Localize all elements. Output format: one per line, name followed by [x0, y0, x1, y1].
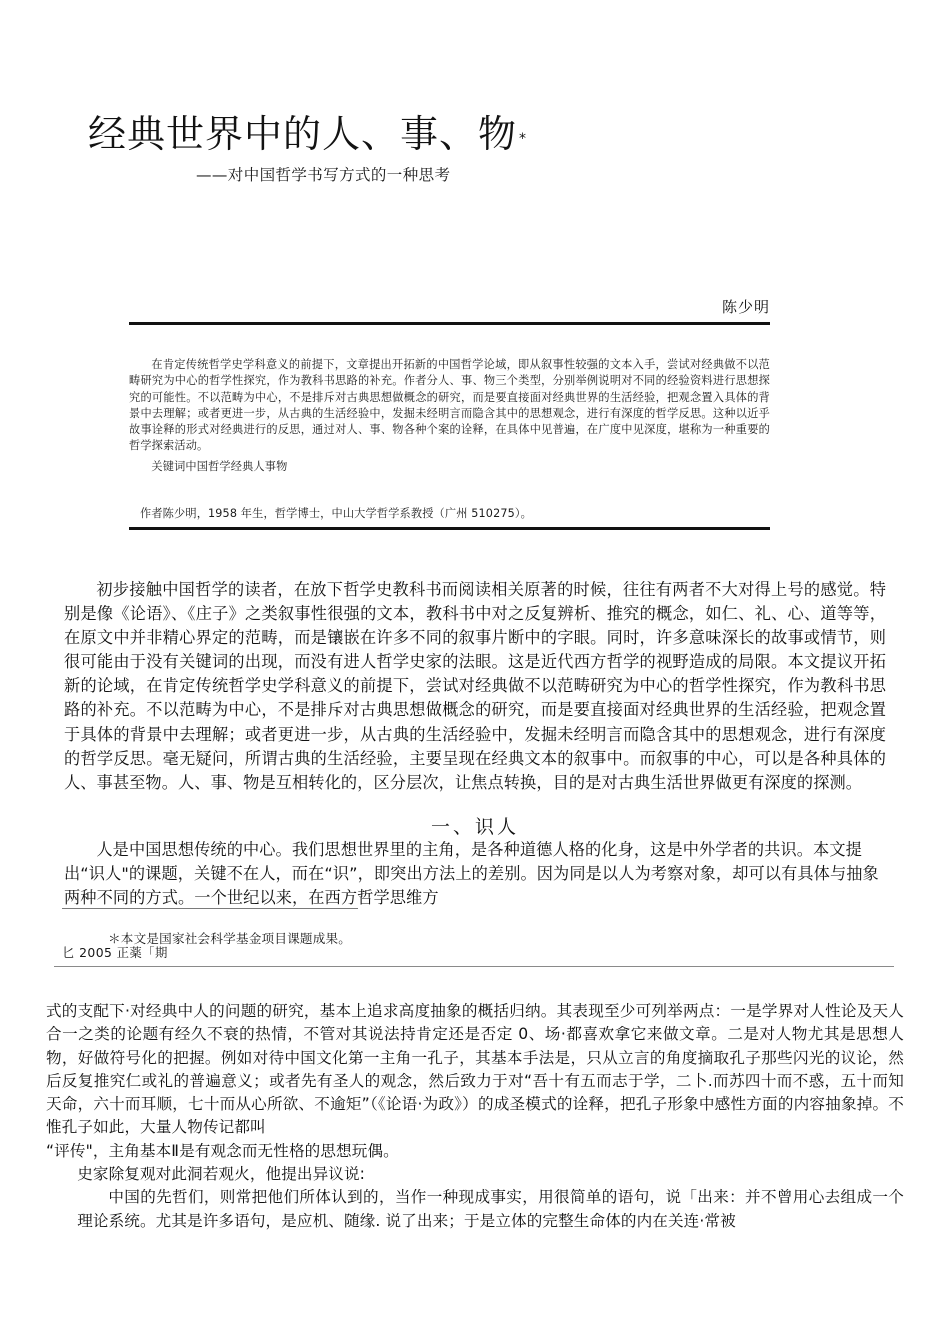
abstract-top-rule: [129, 322, 770, 325]
continued-paragraph-1: 式的支配下·对经典中人的问题的研究，基本上追求高度抽象的概括归纳。其表现至少可列举两点：一是学界对人性论及天人合一之类的论题有经久不衰的热情，不管对其说法持肯定还是否定 0、场·都喜欢拿它来做文章。二是对人物尤其是思想人物，好做符号化的把握。例如对待中国文化第一主角一孔子，其基本手法是，只从立言的角度摘取孔子那些闪光的议论，然后反复推究仁或礼的普遍意义；或者先有圣人的观念，然后致力于对“吾十有五而志于学，二卜.而苏四十而不惑，五十而知天命，六十而耳顺，七十而从心所欲、不逾矩”（《论语·为政》）的成圣模式的诠释，把孔子形象中感性方面的内容抽象掉。不惟孔子如此，大量人物传记都叫: [46, 1002, 904, 1137]
author-affiliation: 作者陈少明，1958 年生，哲学博士，中山大学哲学系教授（广州 510275）。: [140, 507, 532, 520]
page-subtitle: ——对中国哲学书写方式的一种思考: [196, 165, 451, 184]
abstract-text: 在肯定传统哲学史学科意义的前提下，文章提出开拓新的中国哲学论域，即从叙事性较强的文本入手，尝试对经典做不以范畴研究为中心的哲学性探究，作为教科书思路的补充。作者分人、事、物三个类型，分别举例说明对不同的经验资料进行思想探究的可能性。不以范畴为中心，不是排斥对古典思想做概念的研究，而是要直接面对经典世界的生活经验，把观念置入具体的背景中去理解；或者更进一步，从古典的生活经验中，发掘未经明言而隐含其中的思想观念，进行有深度的哲学反思。这种以近乎故事诠释的形式对经典进行的反思，通过对人、事、物各种个案的诠释，在具体中见普遍，在广度中见深度，堪称为一种重要的哲学探索活动。: [129, 358, 770, 453]
footnote-separator-rule: [62, 908, 358, 909]
continued-paragraph-3: 史家除复观对此洞若观火，他提出异议说:: [77, 1165, 366, 1184]
section-1-body-container: [64, 838, 886, 910]
title-footnote-marker: *: [519, 131, 527, 147]
page-footer-rule: [54, 966, 894, 967]
abstract-keywords: 关键词中国哲学经典人事物: [151, 459, 288, 473]
page-title: [0, 112, 950, 157]
abstract-block: [129, 357, 770, 475]
page-footer-text: 匕 2005 正薬「期: [62, 945, 168, 960]
continued-body-container: [46, 1000, 904, 1233]
abstract-bottom-rule: [129, 527, 770, 530]
section-heading-1: 一、识人: [430, 816, 519, 838]
body-paragraph-1-container: [64, 578, 886, 795]
title-block: [0, 112, 950, 185]
footnote-text: ＊本文是国家社会科学基金项目课题成果。: [108, 931, 352, 946]
continued-paragraph-2: “评传"，主角基本Ⅱ是有观念而无性格的思想玩偶。: [46, 1141, 399, 1160]
body-paragraph-1: 初步接触中国哲学的读者，在放下哲学史教科书而阅读相关原著的时候，往往有两者不大对得上号的感觉。特别是像《论语》、《庄子》之类叙事性很强的文本，教科书中对之反复辨析、推究的概念，如仁、礼、心、道等等，在原文中并非精心界定的范畴，而是镶嵌在许多不同的叙事片断中的字眼。同时，许多意味深长的故事或情节，则很可能由于没有关键词的出现，而没有进人哲学史家的法眼。这是近代西方哲学的视野造成的局限。本文提议开拓新的论域，在肯定传统哲学史学科意义的前提下，尝试对经典做不以范畴研究为中心的哲学性探究，作为教科书思路的补充。不以范畴为中心，不是排斥对古典思想做概念的研究，而是要直接面对经典世界的生活经验，把观念置于具体的背景中去理解；或者更进一步，从古典的生活经验中，发掘未经明言而隐含其中的思想观念，进行有深度的哲学反思。毫无疑问，所谓古典的生活经验，主要呈现在经典文本的叙事中。而叙事的中心，可以是各种具体的人、事甚至物。人、事、物是互相转化的，区分层次，让焦点转换，目的是对古典生活世界做更有深度的探测。: [64, 580, 886, 792]
continued-quote-paragraph: 中国的先哲们，则常把他们所体认到的，当作一种现成事实，用很简单的语句，说「出来：并不曾用心去组成一个理论系统。尤其是许多语句，是应机、随缘. 说了出来；于是立体的完整生命体的内在关连·常被: [77, 1188, 904, 1230]
section-1-paragraph-1: 人是中国思想传统的中心。我们思想世界里的主角，是各种道德人格的化身，这是中外学者的共识。本文提出“识人"的课题，关键不在人，而在“识”，即突出方法上的差别。因为同是以人为考察对象，却可以有具体与抽象两种不同的方式。一个世纪以来，在西方哲学思维方: [64, 840, 879, 908]
author-name: 陈少明: [721, 298, 770, 316]
page-title-text: 经典世界中的人、事、物: [88, 112, 518, 156]
